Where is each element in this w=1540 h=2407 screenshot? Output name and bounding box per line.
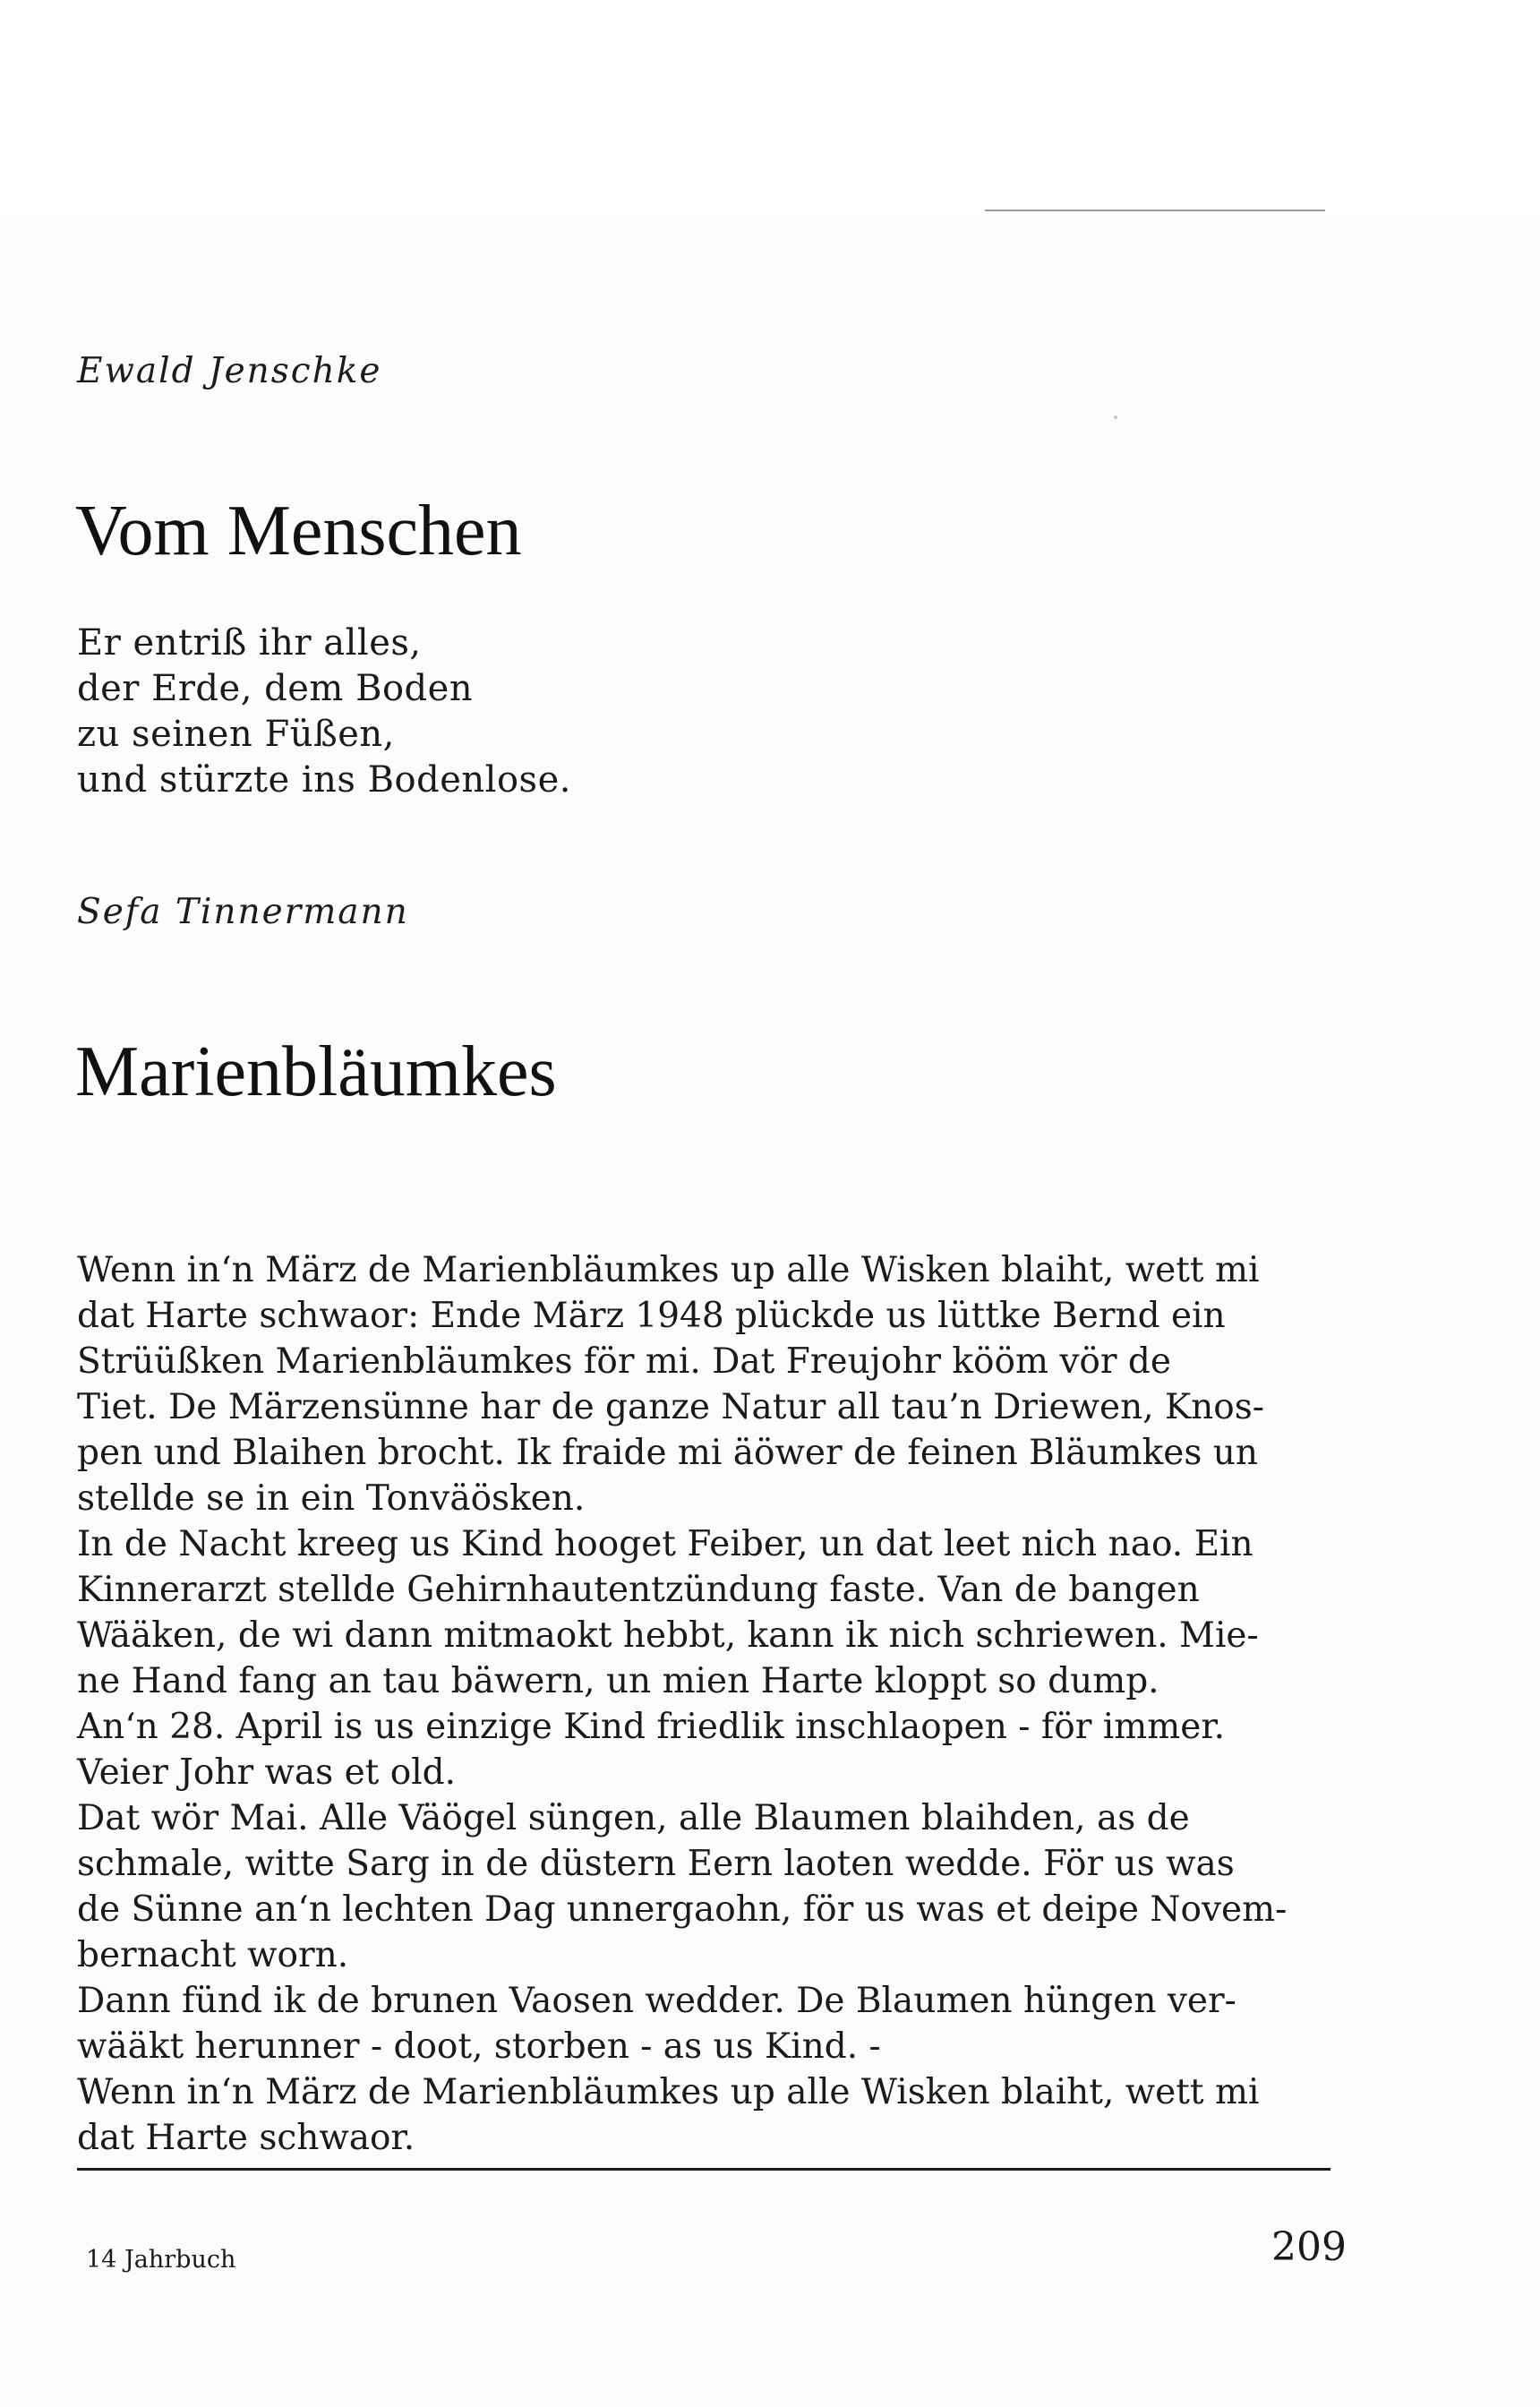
text-line: Tiet. De Märzensünne har de ganze Natur all tau’n Driewen, Knos-: [77, 1387, 1264, 1427]
poem-line: Er entriß ihr alles,: [77, 622, 422, 664]
text-line: An‘n 28. April is us einzige Kind friedlik inschlaopen - för immer.: [77, 1707, 1226, 1747]
footer-rule: [77, 2168, 1330, 2171]
poem-body: [77, 621, 571, 803]
text-line: Kinnerarzt stellde Gehirnhautentzündung faste. Van de bangen: [77, 1570, 1200, 1610]
story-title: Marienbläumkes: [75, 1032, 557, 1111]
header-rule: [985, 210, 1325, 211]
footer-signature: 14 Jahrbuch: [86, 2246, 236, 2274]
text-line: dat Harte schwaor: Ende März 1948 plückde us lüttke Bernd ein: [77, 1296, 1226, 1336]
text-line: In de Nacht kreeg us Kind hooget Feiber, un dat leet nich nao. Ein: [77, 1524, 1253, 1564]
text-line: schmale, witte Sarg in de düstern Eern laoten wedde. För us was: [77, 1844, 1235, 1884]
text-line: stellde se in ein Tonväösken.: [77, 1478, 586, 1519]
text-line: de Sünne an‘n lechten Dag unnergaohn, för us was et deipe Novem-: [77, 1889, 1288, 1930]
poem-line: und stürzte ins Bodenlose.: [77, 759, 571, 801]
text-line: Wääken, de wi dann mitmaokt hebbt, kann ik nich schriewen. Mie-: [77, 1615, 1259, 1656]
author-name: Sefa Tinnermann: [77, 892, 409, 932]
text-line: wääkt herunner - doot, storben - as us Kind. -: [77, 2026, 881, 2067]
text-line: Strüüßken Marienbläumkes för mi. Dat Freujohr kööm vör de: [77, 1341, 1171, 1382]
author-name: Ewald Jenschke: [77, 351, 382, 391]
scan-speck: [1114, 415, 1117, 419]
poem-title: Vom Menschen: [75, 492, 522, 570]
text-line: bernacht worn.: [77, 1935, 349, 1975]
text-line: Wenn in‘n März de Marienbläumkes up alle Wisken blaiht, wett mi: [77, 2072, 1260, 2112]
story-body: [77, 1247, 1330, 2161]
text-line: ne Hand fang an tau bäwern, un mien Harte kloppt so dump.: [77, 1661, 1159, 1701]
page-number: 209: [1271, 2224, 1347, 2270]
text-line: Dann fünd ik de brunen Vaosen wedder. De Blaumen hüngen ver-: [77, 1981, 1236, 2021]
poem-line: der Erde, dem Boden: [77, 668, 474, 709]
text-line: dat Harte schwaor.: [77, 2118, 415, 2158]
text-line: pen und Blaihen brocht. Ik fraide mi äöwer de feinen Bläumkes un: [77, 1433, 1258, 1473]
text-line: Wenn in‘n März de Marienbläumkes up alle Wisken blaiht, wett mi: [77, 1250, 1260, 1290]
poem-line: zu seinen Füßen,: [77, 714, 395, 755]
text-line: Dat wör Mai. Alle Väögel süngen, alle Blaumen blaihden, as de: [77, 1798, 1190, 1838]
text-line: Veier Johr was et old.: [77, 1752, 457, 1793]
